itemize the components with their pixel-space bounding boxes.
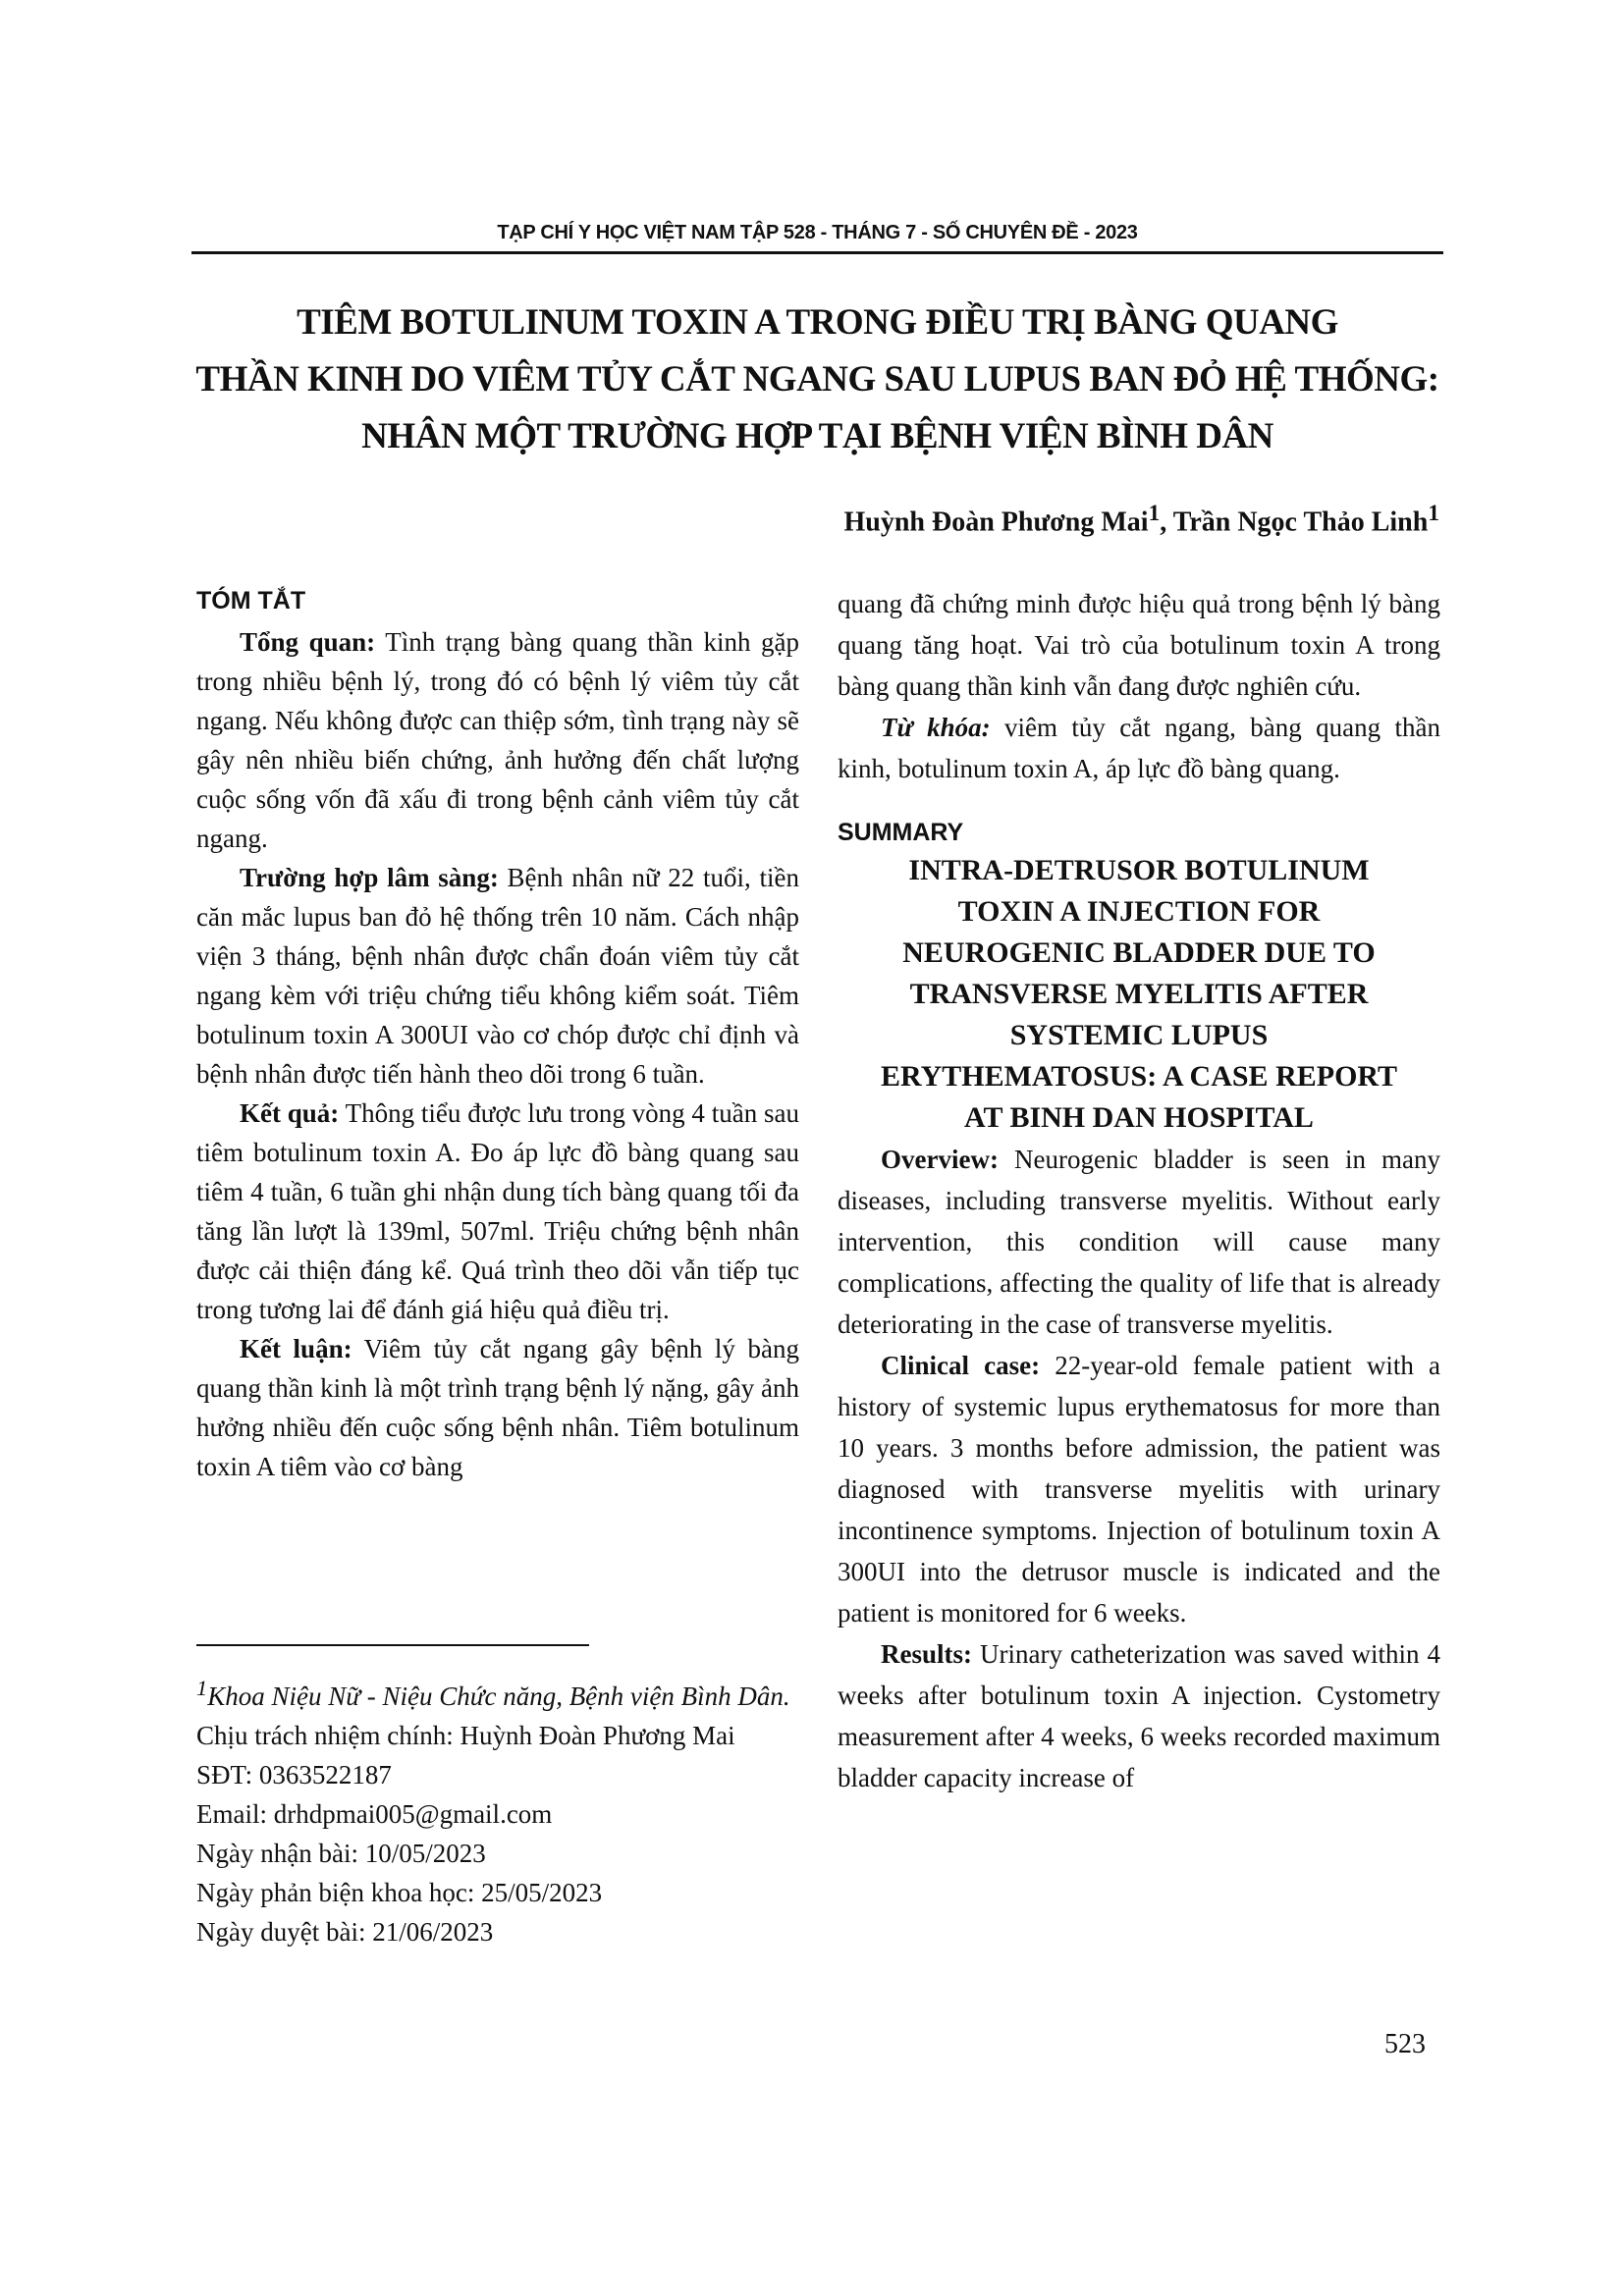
label: Clinical case:: [881, 1351, 1041, 1380]
abstract-overview-vi: [196, 622, 799, 858]
email: Email: drhdpmai005@gmail.com: [196, 1799, 553, 1829]
right-column: [838, 583, 1440, 1798]
author-name: Trần Ngọc Thảo Linh: [1172, 507, 1429, 538]
title-line: THẦN KINH DO VIÊM TỦY CẮT NGANG SAU LUPUS BAN ĐỎ HỆ THỐNG:: [195, 359, 1439, 400]
date-reviewed: Ngày phản biện khoa học: 25/05/2023: [196, 1878, 603, 1907]
text: Viêm tủy cắt ngang gây bệnh lý bàng quang thần kinh là một trình trạng bệnh lý nặng, gây ảnh hưởng nhiều đến cuộc sống bệnh nhân. Tiêm botulinum toxin A tiêm vào cơ bàng: [196, 1334, 799, 1481]
abstract-heading-vi: TÓM TẮT: [196, 587, 306, 614]
title-line: NHÂN MỘT TRƯỜNG HỢP TẠI BỆNH VIỆN BÌNH DÂN: [361, 416, 1273, 456]
abstract-results-en: [838, 1633, 1440, 1798]
title-en-line: SYSTEMIC LUPUS: [1009, 1019, 1269, 1051]
label: Trường hợp lâm sàng:: [240, 863, 499, 892]
footnote-rule: [196, 1644, 589, 1646]
text: Thông tiểu được lưu trong vòng 4 tuần sau tiêm botulinum toxin A. Đo áp lực đồ bàng quang sau tiêm 4 tuần, 6 tuần ghi nhận dung tích bàng quang tối đa tăng lần lượt là 139ml, 507ml. Triệu chứng bệnh nhân được cải thiện đáng kể. Quá trình theo dõi vẫn tiếp tục trong tương lai để đánh giá hiệu quả điều trị.: [196, 1098, 800, 1324]
phone: SĐT: 0363522187: [196, 1760, 392, 1789]
label: Kết luận:: [240, 1334, 352, 1363]
text: Bệnh nhân nữ 22 tuổi, tiền căn mắc lupus ban đỏ hệ thống trên 10 năm. Cách nhập viện 3 tháng, bệnh nhân được chẩn đoán viêm tủy cắt ngang kèm với triệu chứng tiểu không kiểm soát. Tiêm botulinum toxin A 300UI vào cơ chóp được chỉ định và bệnh nhân được tiến hành theo dõi trong 6 tuần.: [196, 863, 799, 1089]
text: Tình trạng bàng quang thần kinh gặp trong nhiều bệnh lý, trong đó có bệnh lý viêm tủy cắt ngang. Nếu không được can thiệp sớm, tình trạng này sẽ gây nên nhiều biến chứng, ảnh hưởng đến chất lượng cuộc sống vốn đã xấu đi trong bệnh cảnh viêm tủy cắt ngang.: [196, 627, 799, 853]
corresponding-author: Chịu trách nhiệm chính: Huỳnh Đoàn Phương Mai: [196, 1721, 735, 1750]
abstract-conclusion-vi: [196, 1329, 799, 1486]
abstract-case-vi: [196, 858, 799, 1094]
label: Overview:: [881, 1145, 999, 1174]
affiliation-marker: 1: [196, 1676, 208, 1700]
author-name: Huỳnh Đoàn Phương Mai: [843, 507, 1149, 538]
authors: [844, 501, 1440, 538]
date-received: Ngày nhận bài: 10/05/2023: [196, 1839, 486, 1868]
author-separator: ,: [1160, 507, 1173, 538]
abstract-overview-en: [838, 1139, 1440, 1345]
text: viêm tủy cắt ngang, bàng quang thần kinh, botulinum toxin A, áp lực đồ bàng quang.: [838, 713, 1440, 783]
title-en-line: AT BINH DAN HOSPITAL: [964, 1101, 1314, 1134]
page-number: 523: [1384, 2029, 1426, 2059]
text: Neurogenic bladder is seen in many diseases, including transverse myelitis. Without early intervention, this condition will cause many complications, affecting the quality of life that is already deteriorating in the case of transverse myelitis.: [838, 1145, 1440, 1339]
text: Urinary catheterization was saved within 4 weeks after botulinum toxin A injection. Cystometry measurement after 4 weeks, 6 weeks recorded maximum bladder capacity increase of: [838, 1639, 1440, 1792]
affiliation: [196, 1669, 799, 1716]
title-en-line: INTRA-DETRUSOR BOTULINUM: [908, 854, 1370, 886]
title-en-line: NEUROGENIC BLADDER DUE TO: [902, 936, 1376, 969]
abstract-conclusion-vi-cont: quang đã chứng minh được hiệu quả trong bệnh lý bàng quang tăng hoạt. Vai trò của botulinum toxin A trong bàng quang thần kinh vẫn đang được nghiên cứu.: [838, 589, 1440, 701]
label: Results:: [881, 1639, 972, 1669]
keywords-vi: [838, 707, 1440, 789]
date-accepted: Ngày duyệt bài: 21/06/2023: [196, 1917, 494, 1947]
label: Kết quả:: [240, 1098, 340, 1128]
header-rule: [191, 251, 1443, 254]
title-en-line: TRANSVERSE MYELITIS AFTER: [909, 978, 1369, 1010]
abstract-results-vi: [196, 1094, 799, 1329]
title-line: TIÊM BOTULINUM TOXIN A TRONG ĐIỀU TRỊ BÀNG QUANG: [297, 302, 1338, 343]
title-en-line: TOXIN A INJECTION FOR: [957, 895, 1321, 928]
abstract-case-en: [838, 1345, 1440, 1633]
left-column: [196, 583, 799, 1486]
article-title: [191, 294, 1443, 465]
text: 22-year-old female patient with a history of systemic lupus erythematosus for more than 10 years. 3 months before admission, the patient was diagnosed with transverse myelitis with urinary incontinence symptoms. Injection of botulinum toxin A 300UI into the detrusor muscle is indicated and the patient is monitored for 6 weeks.: [838, 1351, 1440, 1628]
affiliation-marker: 1: [1428, 501, 1439, 526]
label: Từ khóa:: [881, 713, 991, 742]
affiliation-text: Khoa Niệu Nữ - Niệu Chức năng, Bệnh viện Bình Dân.: [207, 1682, 790, 1711]
title-en-line: ERYTHEMATOSUS: A CASE REPORT: [880, 1060, 1398, 1093]
title-en: [838, 850, 1440, 1139]
abstract-heading-en: SUMMARY: [838, 819, 964, 846]
label: Tổng quan:: [240, 627, 376, 657]
footnote: [196, 1669, 799, 1951]
running-head: TẠP CHÍ Y HỌC VIỆT NAM TẬP 528 - THÁNG 7 - SỐ CHUYÊN ĐỀ - 2023: [497, 222, 1138, 243]
affiliation-marker: 1: [1148, 501, 1161, 526]
